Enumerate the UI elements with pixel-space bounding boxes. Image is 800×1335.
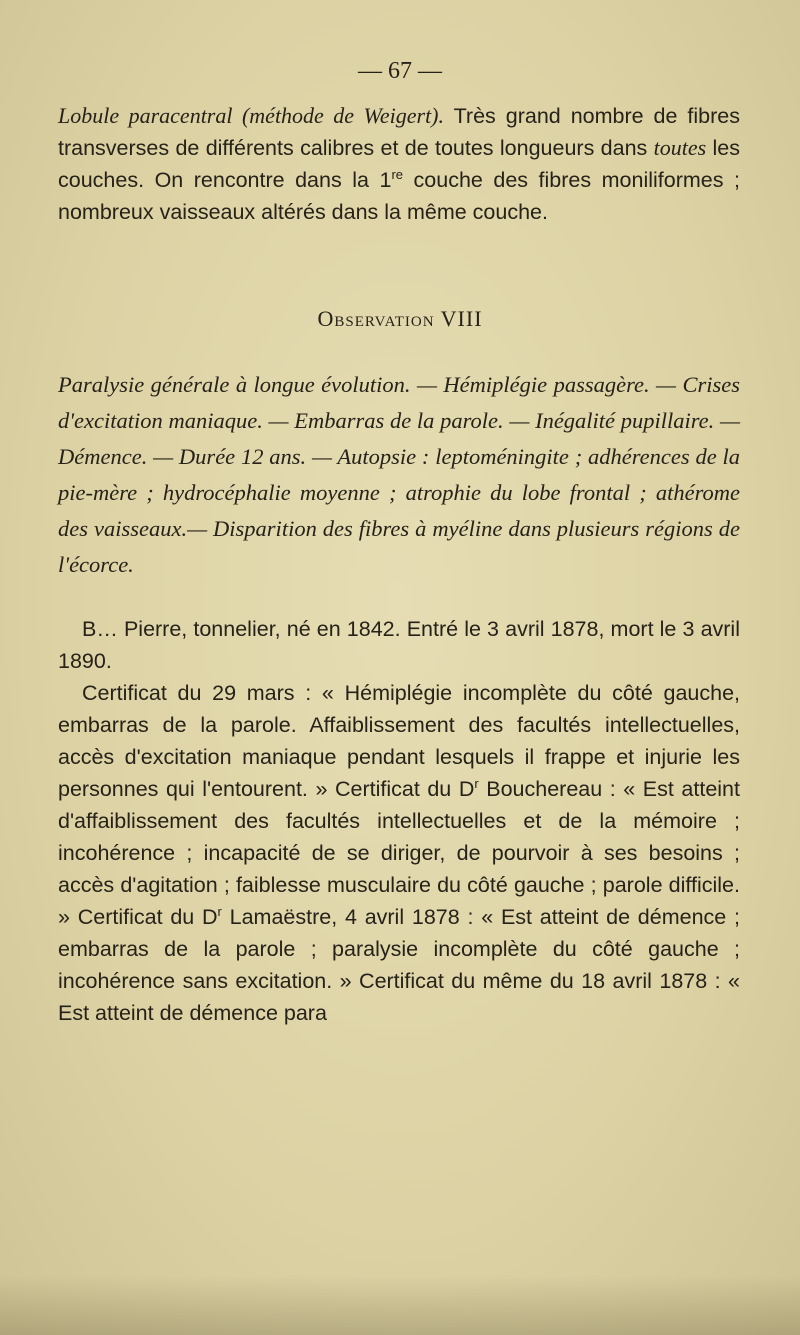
intro-italic-toutes: toutes [653, 135, 707, 160]
intro-text-1: Très grand nombre de fibres transverses de différents calibres et de toutes longueurs dans [58, 104, 741, 160]
intro-text [58, 100, 740, 228]
intro-italic-lead: Lobule paracentral (méthode de Weigert). [58, 103, 445, 128]
certificates-text-c: Lamaëstre, 4 avril 1878 : « Est atteint de démence ; embarras de la parole ; paralysie incomplète du côté gauche ; incohérence sans excitation. » Certificat du même du 18 avril 1878 : « Est atteint de démence para [58, 905, 740, 1025]
intro-paragraph [58, 100, 740, 228]
patient-intro: B… Pierre, tonnelier, né en 1842. Entré le 3 avril 1878, mort le 3 avril 1890. [58, 617, 740, 673]
page-number: — 67 — [358, 58, 442, 84]
certificates-text-b: Bouchereau : « Est atteint d'affaiblissement des facultés intellectuelles et de la mémoire ; incohérence ; incapacité de se diriger, de pourvoir à ses besoins ; accès d'agitation ; faiblesse musculaire du côté gauche ; parole difficile. » Certificat du D [58, 777, 740, 929]
intro-text-3: couche des fibres moniliformes ; nombreux vaisseaux altérés dans la même couche. [58, 168, 740, 224]
superscript-re: re [391, 166, 404, 182]
observation-summary [58, 367, 740, 583]
page-edge-shadow [0, 1275, 800, 1335]
intro-text-2: les couches. On rencontre dans la 1 [58, 136, 740, 192]
observation-heading: Observation VIII [317, 306, 483, 331]
superscript-r-1: r [474, 775, 479, 791]
observation-body [58, 613, 740, 1029]
superscript-r-2: r [217, 903, 222, 919]
certificates-text-a: Certificat du 29 mars : « Hémiplégie incomplète du côté gauche, embarras de la parole. Affaiblissement des facultés intellectuelles, accès d'excitation maniaque pendant lesquels il frappe et injurie les personnes qui l'entourent. » Certificat du D [58, 681, 740, 801]
certificates-paragraph [58, 677, 740, 1029]
summary-text: Paralysie générale à longue évolution. — Hémiplégie passagère. — Crises d'excitation maniaque. — Embarras de la parole. — Inégalité pupillaire. — Démence. — Durée 12 ans. — Autopsie : leptoméningite ; adhérences de la pie-mère ; hydrocéphalie moyenne ; atrophie du lobe frontal ; athérome des vaisseaux.— Disparition des fibres à myéline dans plusieurs régions de l'écorce. [58, 372, 740, 577]
